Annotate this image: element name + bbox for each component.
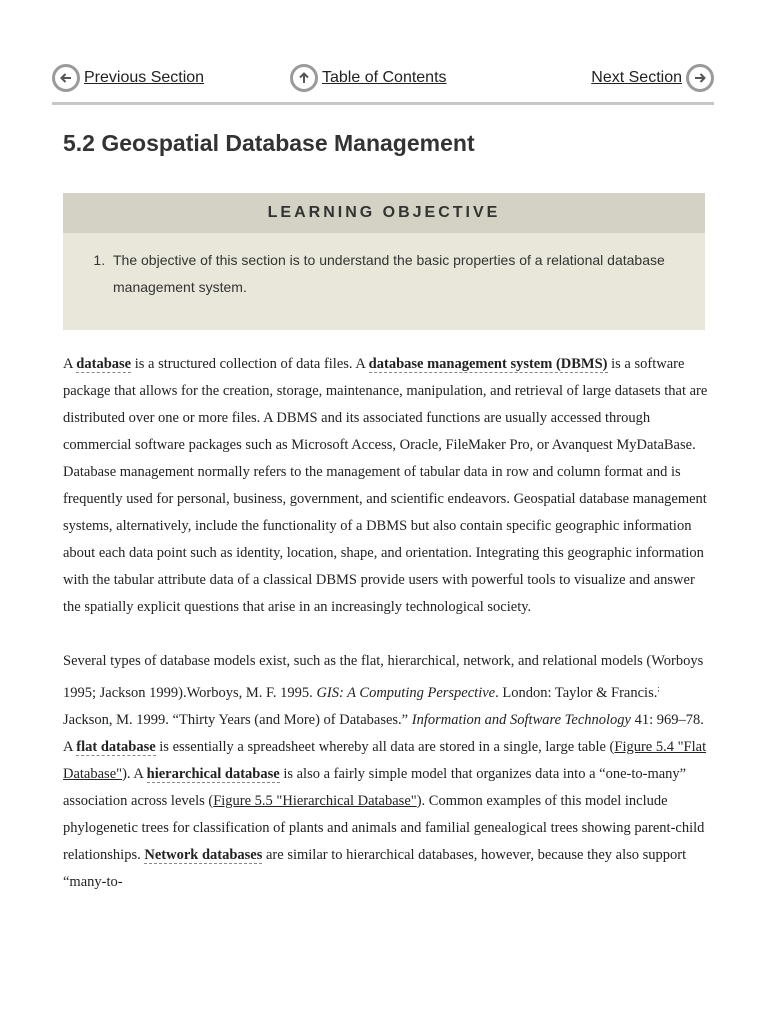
text: 41: 969–78. A — [63, 711, 704, 755]
text: ). A — [122, 765, 147, 782]
previous-section-link[interactable] — [52, 64, 204, 92]
previous-section-label: Previous Section — [84, 69, 205, 86]
text: . London: Taylor & Francis. — [495, 684, 658, 701]
footnote-marker[interactable]: ; — [657, 684, 660, 693]
text: is essentially a spreadsheet whereby all data are stored in a single, large table ( — [155, 738, 615, 755]
learning-objective-list — [63, 233, 705, 301]
paragraph-1 — [63, 351, 708, 621]
text: Several types of database models exist, such as the flat, hierarchical, network, and relational models (Worboys 1995; Jackson 1999).Worboys, M. F. 1995. — [63, 653, 704, 701]
list-item: 1. The objective of this section is to understand the basic properties of a relational database management system. — [109, 247, 675, 301]
figure-5-5-link[interactable]: Figure 5.5 "Hierarchical Database" — [213, 792, 417, 809]
learning-objective-box — [63, 193, 705, 330]
citation-title: GIS: A Computing Perspective — [316, 684, 496, 701]
text: is also a fairly simple model that organizes data into a “one-to-many” association across levels ( — [63, 765, 687, 809]
citation-title: Information and Software Technology — [411, 711, 631, 728]
figure-5-4-link[interactable]: Figure 5.4 "Flat Database" — [63, 738, 707, 782]
next-section-label: Next Section — [591, 69, 682, 86]
main-content — [63, 351, 708, 923]
text: is a structured collection of data files. A — [131, 356, 369, 372]
arrow-up-icon — [290, 64, 318, 92]
term-hierarchical-database[interactable]: hierarchical database — [146, 765, 280, 782]
term-database[interactable]: database — [76, 356, 132, 372]
text: is a software package that allows for the creation, storage, maintenance, manipulation, and retrieval of large datasets that are distributed over one or more files. A DBMS and its associated functions are usually accessed through commercial software packages such as Microsoft Access, Oracle, FileMaker Pro, or Avanquest MyDataBase. Database management normally refers to the management of tabular data in row and column format and is frequently used for personal, business, government, and scientific endeavors. Geospatial database management systems, alternatively, include the functionality of a DBMS but also contain specific geographic information about each data point such as identity, location, shape, and orientation. Integrating this geographic information with the tabular attribute data of a classical DBMS provide users with powerful tools to visualize and answer the spatially explicit questions that arise in an increasingly technological society. — [63, 356, 708, 615]
term-dbms[interactable]: database management system (DBMS) — [368, 356, 608, 372]
next-section-link[interactable] — [591, 64, 714, 92]
arrow-right-icon — [686, 64, 714, 92]
arrow-left-icon — [52, 64, 80, 92]
learning-objective-heading: LEARNING OBJECTIVE — [63, 193, 705, 233]
table-of-contents-link[interactable] — [290, 64, 447, 92]
text: Jackson, M. 1999. “Thirty Years (and More) of Databases.” — [63, 711, 412, 728]
page-title: 5.2 Geospatial Database Management — [63, 130, 475, 156]
text: are similar to hierarchical databases, however, because they also support “many-to- — [63, 846, 687, 890]
table-of-contents-label: Table of Contents — [322, 69, 447, 86]
paragraph-2 — [63, 648, 708, 896]
term-flat-database[interactable]: flat database — [76, 738, 156, 755]
term-network-databases[interactable]: Network databases — [144, 846, 263, 863]
text: A — [63, 356, 77, 372]
section-navigation — [52, 62, 714, 105]
text: ). Common examples of this model include phylogenetic trees for classification of plants and animals and familial genealogical trees showing parent-child relationships. — [63, 792, 705, 863]
